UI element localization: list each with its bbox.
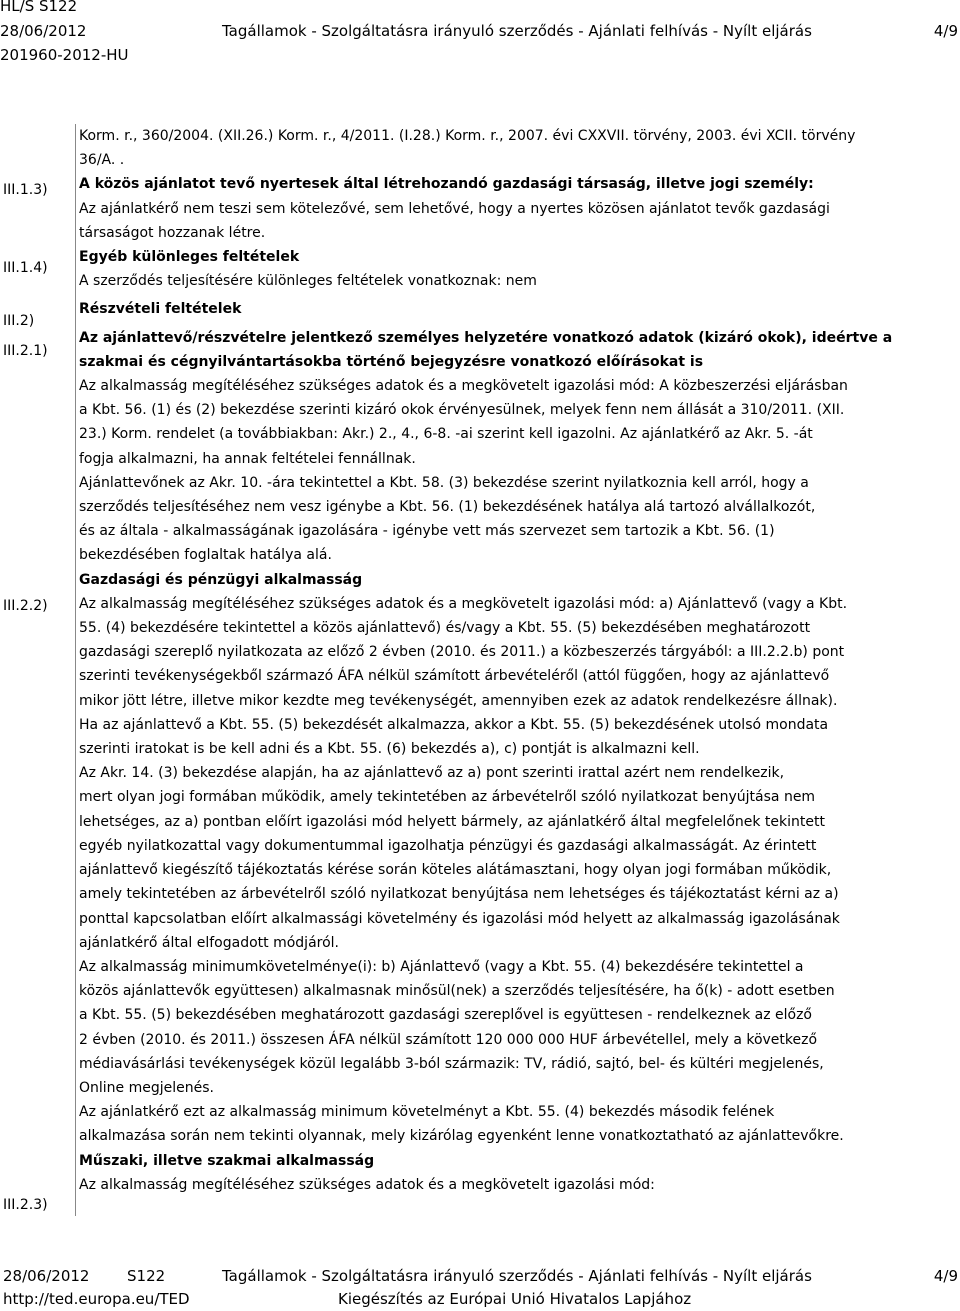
page-header: [0, 0, 960, 70]
section-number: III.2.1): [3, 343, 48, 359]
text-line: Ajánlattevőnek az Akr. 10. -ára tekintettel a Kbt. 58. (3) bekezdése szerint nyilatkoznia kell arról, hogy a: [79, 474, 809, 491]
text-line: Ha az ajánlattevő a Kbt. 55. (5) bekezdését alkalmazza, akkor a Kbt. 55. (5) bekezdésének utolsó mondata: [79, 716, 829, 733]
text-line: Az ajánlatkérő ezt az alkalmasság minimum követelményt a Kbt. 55. (4) bekezdés második felének: [79, 1104, 775, 1121]
footer-title: Tagállamok - Szolgáltatásra irányuló szerződés - Ajánlati felhívás - Nyílt eljárás: [222, 1267, 812, 1285]
margin-divider: [75, 124, 76, 1216]
text-line: Online megjelenés.: [79, 1079, 214, 1096]
notice-body: [79, 124, 955, 1197]
text-line: közös ajánlattevők együttesen) alkalmasnak minősül(nek) a szerződés teljesítésére, ha ő(k) - adott esetben: [79, 983, 835, 1000]
heading: Részvételi feltételek: [79, 301, 242, 318]
text-line: társaságot hozzanak létre.: [79, 224, 266, 241]
text-line: Az alkalmasság megítéléséhez szükséges adatok és a megkövetelt igazolási mód: A közbeszerzési eljárásban: [79, 378, 848, 395]
text-line: szerződés teljesítéséhez nem vesz igénybe a Kbt. 56. (1) bekezdésének hatálya alá tartozó alvállalkozót,: [79, 499, 816, 516]
header-page-number: 4/9: [933, 22, 958, 40]
text-line: Korm. r., 360/2004. (XII.26.) Korm. r., 4/2011. (I.28.) Korm. r., 2007. évi CXXVII. törvény, 2003. évi XCII. törvény: [79, 128, 856, 144]
text-line: Az ajánlatkérő nem teszi sem kötelezővé, sem lehetővé, hogy a nyertes közösen ajánlatot tevők gazdasági: [79, 200, 830, 217]
text-line: 36/A. .: [79, 152, 125, 169]
text-line: Az alkalmasság megítéléséhez szükséges adatok és a megkövetelt igazolási mód: a) Ajánlattevő (vagy a Kbt.: [79, 595, 848, 612]
text-line: Az alkalmasság megítéléséhez szükséges adatok és a megkövetelt igazolási mód:: [79, 1176, 655, 1193]
text-line: szerinti tevékenységekből származó ÁFA nélkül számított árbevételéről (attól függően, hogy az ajánlattevő: [79, 668, 830, 685]
heading: Az ajánlattevő/részvételre jelentkező személyes helyzetére vonatkozó adatok (kizáró okok), ideértve a: [79, 329, 893, 346]
footer-publisher: Kiegészítés az Európai Unió Hivatalos Lapjához: [338, 1290, 692, 1308]
text-line: médiavásárlási tevékenységek közül legalább 3-ból származik: TV, rádió, sajtó, bel- és kültéri megjelenés,: [79, 1055, 824, 1072]
heading: szakmai és cégnyilvántartásokba történő bejegyzésre vonatkozó előírásokat is: [79, 353, 704, 370]
header-notice-number: 201960-2012-HU: [0, 46, 129, 64]
heading: Műszaki, illetve szakmai alkalmasság: [79, 1152, 375, 1169]
text-line: alkalmazása során nem tekinti olyannak, mely kizárólag egyenként lenne vonatkoztatható az ajánlattevőkre.: [79, 1128, 844, 1145]
text-line: a Kbt. 55. (5) bekezdésében meghatározott gazdasági szereplővel is együttesen - rendelkeznek az előző: [79, 1007, 812, 1024]
heading: Gazdasági és pénzügyi alkalmasság: [79, 571, 363, 588]
text-line: ponttal kapcsolatban előírt alkalmassági követelmény és igazolási mód helyett az alkalmasság igazolásának: [79, 910, 840, 927]
heading: Egyéb különleges feltételek: [79, 249, 300, 266]
text-line: és az általa - alkalmasságának igazolására - igénybe vett más szervezet sem tartozik a Kbt. 56. (1): [79, 523, 775, 540]
page-footer: [0, 1265, 960, 1311]
text-line: szerinti iratokat is be kell adni és a Kbt. 55. (6) bekezdés a), c) pontját is alkalmazni kell.: [79, 741, 700, 758]
section-number: III.2.3): [3, 1197, 48, 1213]
text-line: mert olyan jogi formában működik, amely tekintetében az árbevételről szóló nyilatkozat benyújtása nem: [79, 789, 816, 806]
footer-page-number: 4/9: [933, 1267, 958, 1285]
text-line: 55. (4) bekezdésére tekintettel a közös ajánlattevő) és/vagy a Kbt. 55. (5) bekezdésében meghatározott: [79, 620, 811, 637]
footer-url: http://ted.europa.eu/TED: [3, 1290, 190, 1308]
text-line: Az alkalmasság minimumkövetelménye(i): b) Ajánlattevő (vagy a Kbt. 55. (4) bekezdésére tekintettel a: [79, 958, 804, 975]
footer-date: 28/06/2012: [3, 1267, 90, 1285]
section-number: III.2.2): [3, 598, 48, 614]
text-line: ajánlatkérő által elfogadott módjáról.: [79, 934, 340, 951]
text-line: A szerződés teljesítésére különleges feltételek vonatkoznak: nem: [79, 273, 537, 290]
section-number: III.2): [3, 313, 35, 329]
text-line: amely tekintetében az árbevételről szóló nyilatkozat benyújtása nem lehetséges és tájékoztatást kérni az a): [79, 886, 839, 903]
heading: A közös ajánlatot tevő nyertesek által létrehozandó gazdasági társaság, illetve jogi személy:: [79, 176, 814, 193]
header-doc-code: HL/S S122: [0, 0, 78, 15]
section-number: III.1.4): [3, 260, 48, 276]
text-line: bekezdésében foglaltak hatálya alá.: [79, 547, 332, 564]
footer-issue: S122: [127, 1267, 166, 1285]
text-line: lehetséges, az a) pontban előírt igazolási mód helyett bármely, az ajánlatkérő által megfelelőnek tekintett: [79, 813, 825, 830]
text-line: ajánlattevő kiegészítő tájékoztatás kérése során köteles alátámasztani, hogy olyan jogi formában működik,: [79, 862, 832, 879]
header-title: Tagállamok - Szolgáltatásra irányuló szerződés - Ajánlati felhívás - Nyílt eljárás: [222, 22, 812, 40]
text-line: a Kbt. 56. (1) és (2) bekezdése szerinti kizáró okok érvényesülnek, melyek fenn nem állását a 310/2011. (XII.: [79, 402, 845, 419]
text-line: egyéb nyilatkozattal vagy dokumentummal igazolhatja pénzügyi és gazdasági alkalmasságát. Az érintett: [79, 837, 817, 854]
text-line: fogja alkalmazni, ha annak feltételei fennállnak.: [79, 450, 416, 467]
text-line: 23.) Korm. rendelet (a továbbiakban: Akr.) 2., 4., 6-8. -ai szerint kell igazolni. Az ajánlatkérő az Akr. 5. -át: [79, 426, 813, 443]
text-line: mikor jött létre, illetve mikor kezdte meg tevékenységét, amennyiben ezek az adatok rendelkezésre állnak).: [79, 692, 838, 709]
text-line: gazdasági szereplő nyilatkozata az előző 2 évben (2010. és 2011.) a közbeszerzés tárgyából: a III.2.2.b) pont: [79, 644, 845, 661]
header-date: 28/06/2012: [0, 22, 87, 40]
section-number: III.1.3): [3, 182, 48, 198]
text-line: Az Akr. 14. (3) bekezdése alapján, ha az ajánlattevő az a) pont szerinti irattal azért nem rendelkezik,: [79, 765, 785, 782]
text-line: 2 évben (2010. és 2011.) összesen ÁFA nélkül számított 120 000 000 HUF árbevétellel, mely a következő: [79, 1031, 818, 1048]
